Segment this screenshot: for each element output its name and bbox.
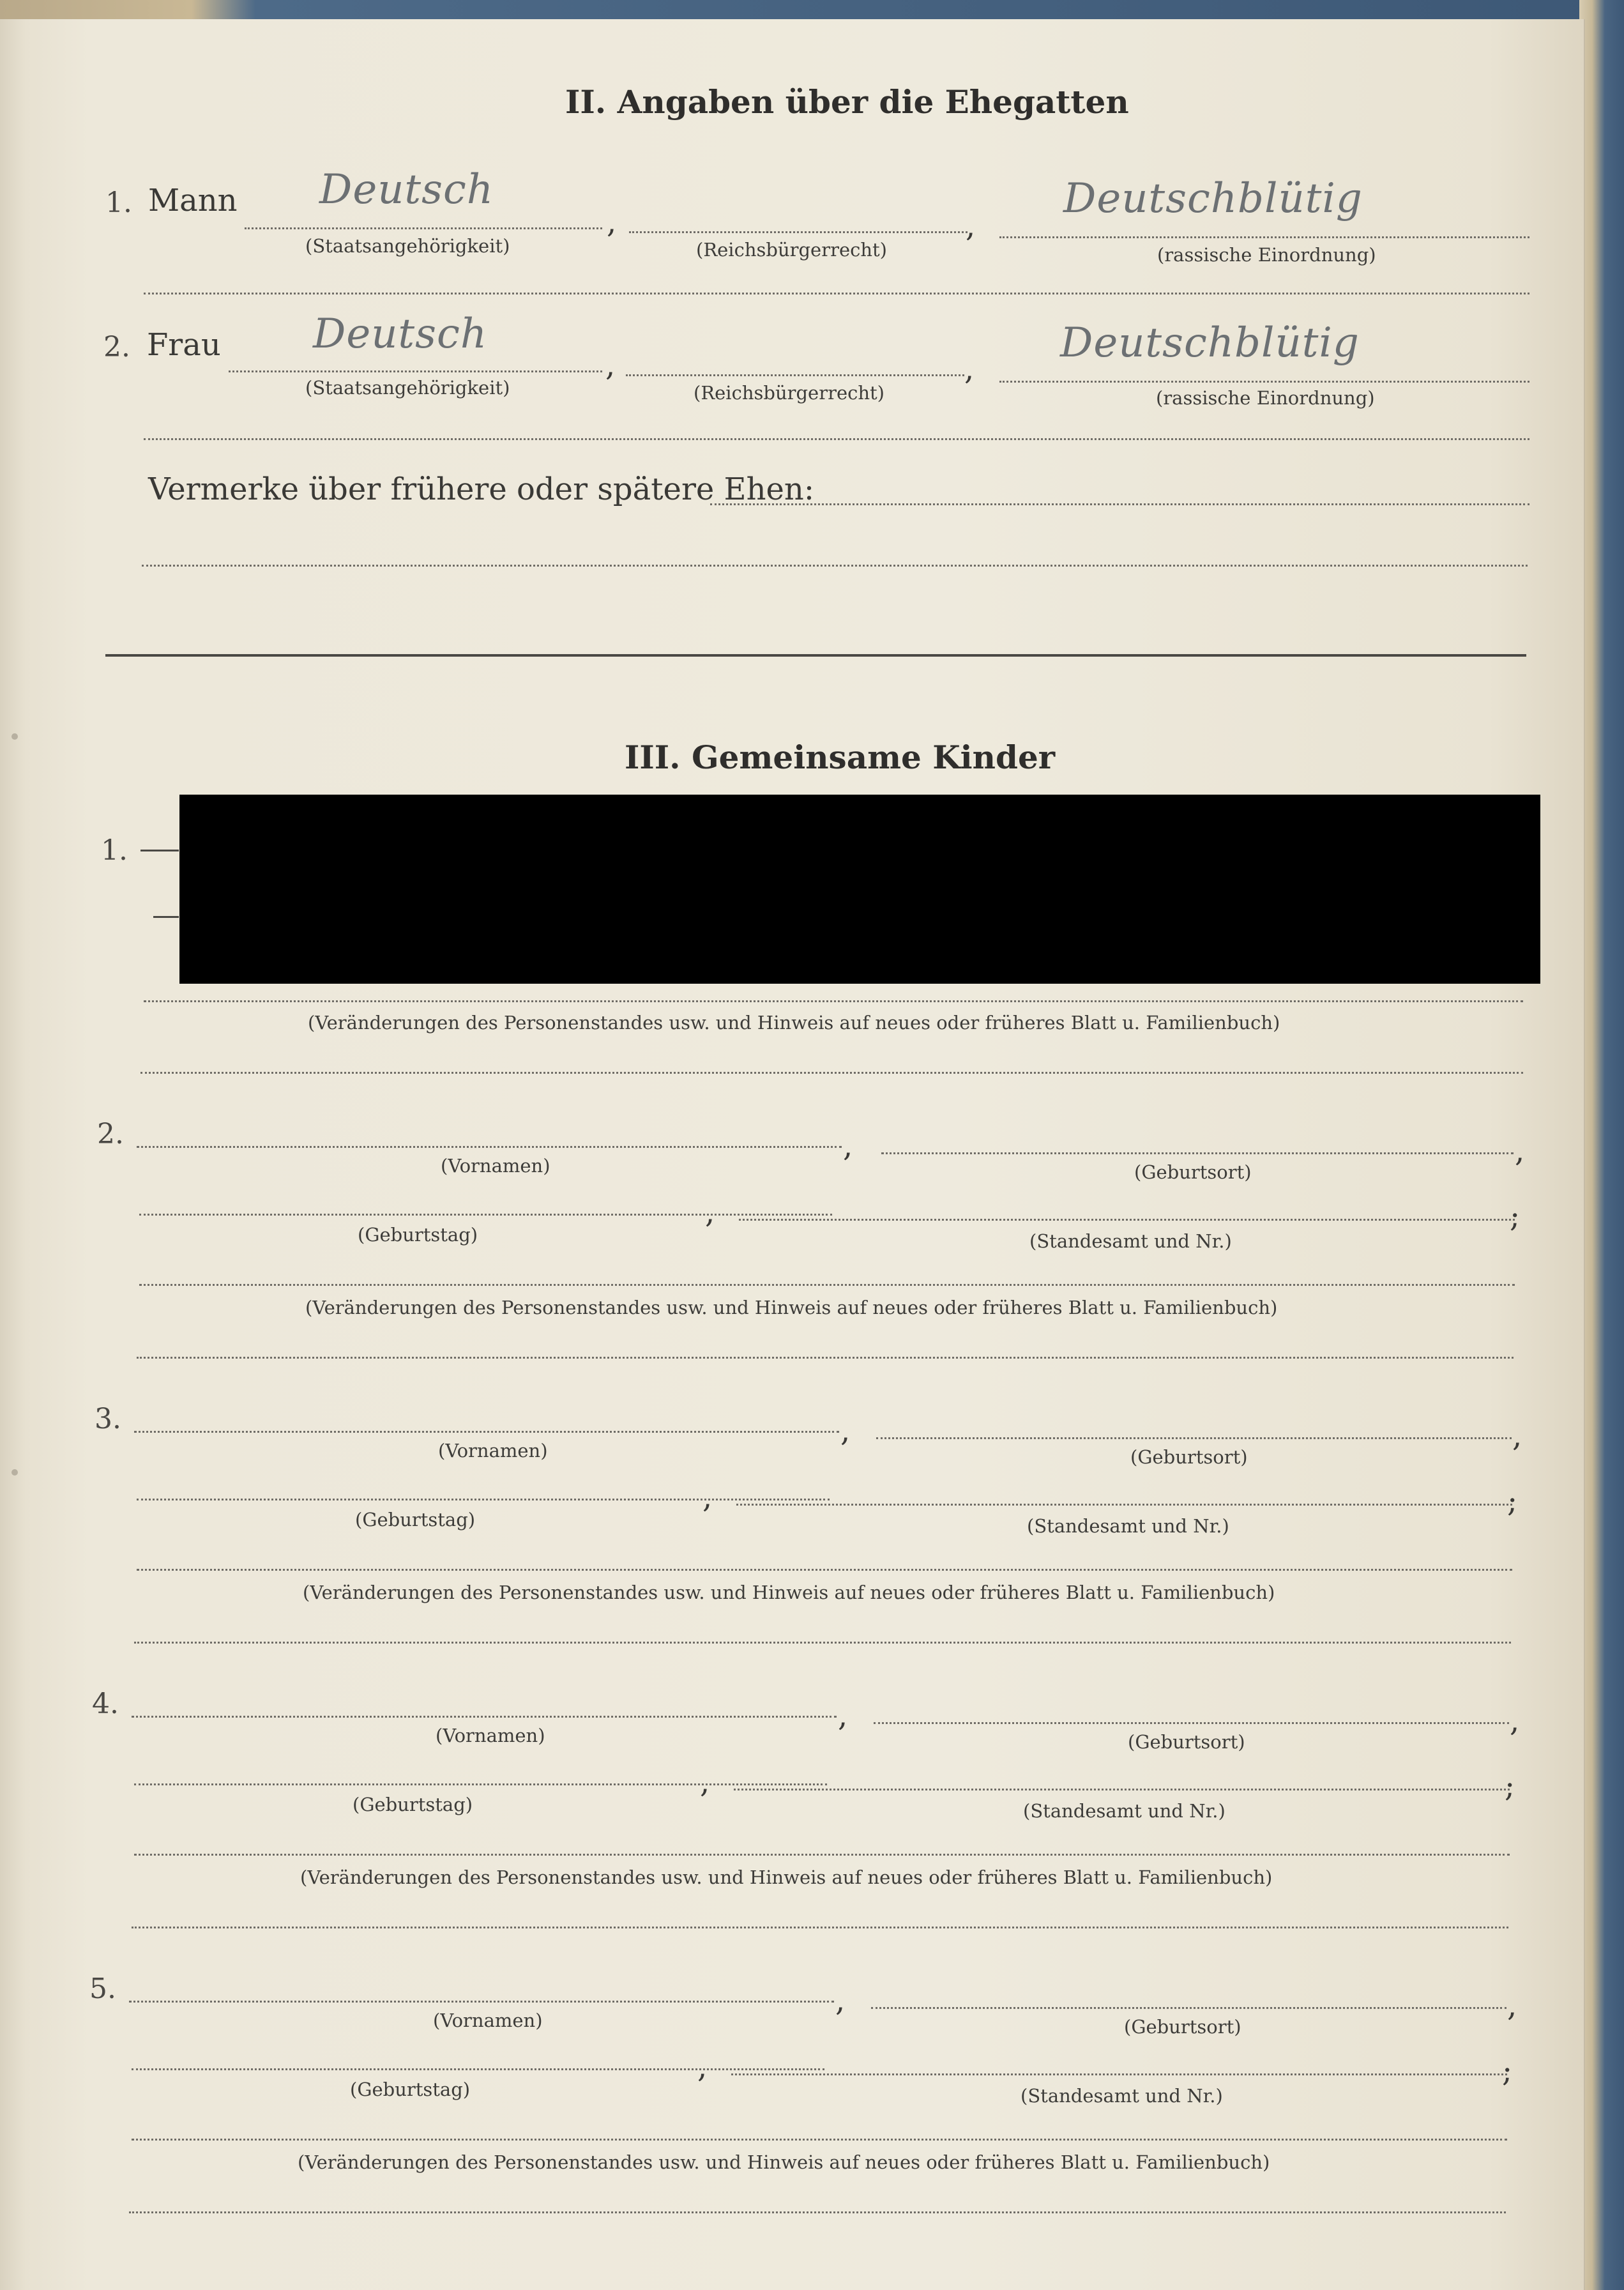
racial-classification-field-man xyxy=(999,236,1529,238)
comma: , xyxy=(702,1479,713,1515)
comma: , xyxy=(964,351,975,387)
comma: , xyxy=(697,2049,708,2085)
birthplace-caption: (Geburtsort) xyxy=(1134,1161,1252,1183)
marriage-notes-field xyxy=(710,503,1529,505)
comma: , xyxy=(838,1698,848,1734)
comma: , xyxy=(1510,1703,1520,1739)
registry-office-caption: (Standesamt und Nr.) xyxy=(1029,1230,1232,1252)
changes-field xyxy=(144,1000,1523,1002)
birthplace-field xyxy=(881,1152,1514,1154)
first-names-field xyxy=(137,1146,842,1148)
first-names-caption: (Vornamen) xyxy=(438,1440,548,1462)
marriage-notes-label: Vermerke über frühere oder spätere Ehen: xyxy=(148,471,814,507)
row-number: 1. xyxy=(105,187,132,219)
comma: , xyxy=(835,1983,846,2019)
registry-office-field xyxy=(739,1219,1515,1221)
registry-office-field xyxy=(734,1789,1510,1790)
first-names-caption: (Vornamen) xyxy=(436,1725,545,1746)
registry-office-caption: (Standesamt und Nr.) xyxy=(1023,1800,1226,1822)
birthplace-caption: (Geburtsort) xyxy=(1130,1446,1248,1468)
semicolon: ; xyxy=(1505,1768,1515,1804)
comma: , xyxy=(840,1413,851,1449)
changes-caption: (Veränderungen des Personenstandes usw. und Hinweis auf neues oder früheres Blatt u. Familienbuch) xyxy=(305,1297,1278,1318)
changes-continuation xyxy=(140,1072,1523,1074)
comma: , xyxy=(605,347,616,383)
registry-office-field xyxy=(736,1504,1512,1506)
registry-office-field xyxy=(731,2073,1507,2075)
birthday-field xyxy=(134,1783,827,1785)
birthday-field xyxy=(132,2068,824,2070)
background-right-strip xyxy=(1579,0,1624,2290)
racial-classification-field-woman xyxy=(999,381,1529,383)
changes-field xyxy=(139,1284,1515,1286)
birthday-field xyxy=(139,1214,832,1216)
birthday-caption: (Geburtstag) xyxy=(358,1224,478,1246)
changes-caption: (Veränderungen des Personenstandes usw. und Hinweis auf neues oder früheres Blatt u. Familienbuch) xyxy=(303,1582,1275,1603)
semicolon: ; xyxy=(1510,1198,1521,1234)
comma: , xyxy=(1515,1133,1525,1169)
first-names-field xyxy=(134,1431,839,1433)
registry-office-caption: (Standesamt und Nr.) xyxy=(1021,2085,1223,2107)
dash-mark xyxy=(153,916,179,918)
citizenship-field-woman xyxy=(229,370,602,372)
changes-continuation xyxy=(137,1357,1514,1359)
reich-citizenship-field-man xyxy=(629,231,968,233)
row-number: 2. xyxy=(97,1118,124,1150)
section-heading-spouses: II. Angaben über die Ehegatten xyxy=(565,83,1129,121)
dash-mark xyxy=(140,850,179,851)
racial-classification-caption-man: (rassische Einordnung) xyxy=(1157,244,1376,266)
registry-office-caption: (Standesamt und Nr.) xyxy=(1027,1515,1229,1537)
changes-caption: (Veränderungen des Personenstandes usw. und Hinweis auf neues oder früheres Blatt u. Familienbuch) xyxy=(300,1866,1273,1888)
changes-field xyxy=(134,1854,1510,1856)
birthplace-field xyxy=(874,1722,1509,1724)
section-divider xyxy=(105,654,1526,657)
row-number: 2. xyxy=(103,331,130,363)
spouse-label-man: Mann xyxy=(148,183,238,218)
first-names-caption: (Vornamen) xyxy=(441,1155,550,1177)
first-names-caption: (Vornamen) xyxy=(433,2010,543,2031)
comma: , xyxy=(843,1128,853,1164)
changes-field xyxy=(137,1569,1512,1571)
marriage-notes-continuation xyxy=(142,565,1528,567)
citizenship-field-man xyxy=(245,227,602,229)
changes-caption: (Veränderungen des Personenstandes usw. und Hinweis auf neues oder früheres Blatt u. Familienbuch) xyxy=(308,1012,1280,1034)
semicolon: ; xyxy=(1507,1483,1518,1519)
changes-continuation xyxy=(132,1927,1508,1928)
changes-continuation xyxy=(129,2211,1506,2213)
comma: , xyxy=(700,1764,710,1800)
comma: , xyxy=(607,204,617,240)
punch-mark xyxy=(11,1469,18,1476)
citizenship-entry-woman: Deutsch xyxy=(313,310,488,358)
spouse-label-woman: Frau xyxy=(147,327,221,363)
first-names-field xyxy=(129,2001,834,2003)
reich-citizenship-field-woman xyxy=(626,374,964,376)
row-number: 3. xyxy=(95,1403,121,1435)
birthday-caption: (Geburtstag) xyxy=(355,1509,476,1530)
birthday-caption: (Geburtstag) xyxy=(350,2079,471,2100)
birthday-field xyxy=(137,1499,830,1500)
comma: , xyxy=(705,1195,715,1230)
comma: , xyxy=(966,208,976,244)
birthday-caption: (Geburtstag) xyxy=(353,1794,473,1815)
birthplace-field xyxy=(871,2007,1506,2009)
first-names-field xyxy=(132,1716,837,1718)
row-number: 1. xyxy=(101,834,128,867)
punch-mark xyxy=(11,733,18,740)
reich-citizenship-caption-woman: (Reichsbürgerrecht) xyxy=(694,382,884,404)
form-page xyxy=(0,19,1585,2290)
redaction-block xyxy=(179,795,1540,984)
section-heading-children: III. Gemeinsame Kinder xyxy=(625,738,1056,776)
citizenship-caption-woman: (Staatsangehörigkeit) xyxy=(305,377,510,399)
birthplace-caption: (Geburtsort) xyxy=(1128,1731,1245,1753)
citizenship-caption-man: (Staatsangehörigkeit) xyxy=(305,235,510,257)
racial-classification-caption-woman: (rassische Einordnung) xyxy=(1156,387,1375,409)
semicolon: ; xyxy=(1502,2053,1513,2089)
citizenship-entry-man: Deutsch xyxy=(319,166,494,213)
row-number: 4. xyxy=(92,1688,119,1720)
changes-field xyxy=(132,2139,1507,2141)
racial-classification-entry-woman: Deutschblütig xyxy=(1060,319,1360,367)
changes-caption: (Veränderungen des Personenstandes usw. und Hinweis auf neues oder früheres Blatt u. Familienbuch) xyxy=(298,2151,1270,2173)
continuation-line xyxy=(144,438,1529,440)
comma: , xyxy=(1507,1988,1517,2024)
reich-citizenship-caption-man: (Reichsbürgerrecht) xyxy=(696,239,887,261)
row-number: 5. xyxy=(89,1973,116,2005)
comma: , xyxy=(1512,1418,1522,1454)
racial-classification-entry-man: Deutschblütig xyxy=(1063,175,1363,222)
birthplace-caption: (Geburtsort) xyxy=(1124,2016,1241,2038)
birthplace-field xyxy=(876,1437,1512,1439)
continuation-line xyxy=(144,293,1529,294)
changes-continuation xyxy=(134,1642,1511,1644)
